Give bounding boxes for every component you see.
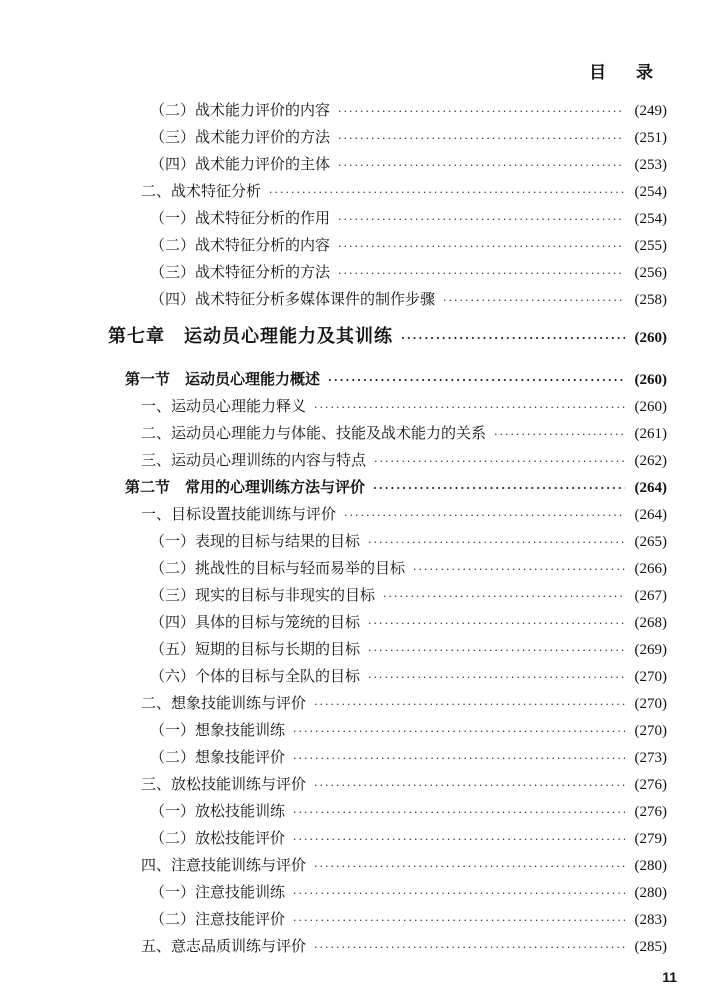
dot-leader <box>269 183 624 203</box>
toc-entry[interactable] <box>150 909 667 931</box>
toc-entry-page: (260) <box>634 330 667 346</box>
toc-entry[interactable] <box>150 558 667 580</box>
toc-entry[interactable] <box>150 208 667 230</box>
toc-entry-label: （三）现实的目标与非现实的目标 <box>150 586 376 604</box>
toc-entry[interactable] <box>150 289 667 311</box>
toc-entry-page: (280) <box>634 885 667 901</box>
dot-leader <box>314 938 624 958</box>
toc-entry-page: (276) <box>634 804 667 820</box>
dot-leader <box>338 102 624 122</box>
toc-entry-label: （三）战术特征分析的方法 <box>150 263 331 281</box>
toc-entry-page: (285) <box>634 939 667 955</box>
dot-leader <box>368 533 624 553</box>
toc-entry-label: （四）战术能力评价的主体 <box>150 155 331 173</box>
dot-leader <box>338 237 624 257</box>
toc-entry[interactable] <box>141 423 667 445</box>
dot-leader <box>293 749 624 769</box>
dot-leader <box>293 803 624 823</box>
toc-entry-label: 四、注意技能训练与评价 <box>141 856 307 874</box>
toc-entry-page: (261) <box>634 426 667 442</box>
toc-entry-label: （一）放松技能训练 <box>150 802 286 820</box>
dot-leader <box>293 722 624 742</box>
dot-leader <box>338 156 624 176</box>
toc-entry-page: (269) <box>634 642 667 658</box>
dot-leader <box>413 560 624 580</box>
toc-entry-label: （二）战术能力评价的内容 <box>150 101 331 119</box>
toc-entry-page: (266) <box>634 561 667 577</box>
toc-entry[interactable] <box>141 450 667 472</box>
toc-entry-label: 二、战术特征分析 <box>141 182 262 200</box>
dot-leader <box>314 776 624 796</box>
toc-entry-page: (270) <box>634 669 667 685</box>
toc-entry[interactable] <box>141 774 667 796</box>
dot-leader <box>338 129 624 149</box>
toc-entry-label: （一）战术特征分析的作用 <box>150 209 331 227</box>
toc-entry[interactable] <box>150 235 667 257</box>
toc-entry-page: (276) <box>634 777 667 793</box>
toc-entry-page: (256) <box>634 265 667 281</box>
toc-entry-label: （六）个体的目标与全队的目标 <box>150 667 361 685</box>
dot-leader <box>293 911 624 931</box>
toc-entry-label: 一、目标设置技能训练与评价 <box>141 505 337 523</box>
toc-entry[interactable] <box>150 585 667 607</box>
toc-entry-label: （四）战术特征分析多媒体课件的制作步骤 <box>150 290 436 308</box>
toc-entry[interactable] <box>150 127 667 149</box>
toc-entry-label: 第七章 运动员心理能力及其训练 <box>108 326 393 347</box>
running-header: 目 录 <box>589 63 665 83</box>
toc-entry-page: (279) <box>634 831 667 847</box>
dot-leader <box>443 291 624 311</box>
dot-leader <box>368 614 624 634</box>
toc-entry-page: (270) <box>634 696 667 712</box>
toc-entry-page: (260) <box>634 372 667 388</box>
toc-entry-page: (264) <box>634 507 667 523</box>
toc-entry-page: (270) <box>634 723 667 739</box>
toc-section-entry[interactable] <box>125 477 667 499</box>
toc-entry-label: 二、运动员心理能力与体能、技能及战术能力的关系 <box>141 424 487 442</box>
toc-entry-page: (267) <box>634 588 667 604</box>
toc-entry-label: （二）战术特征分析的内容 <box>150 236 331 254</box>
toc-entry-label: 三、运动员心理训练的内容与特点 <box>141 451 367 469</box>
toc-entry[interactable] <box>141 693 667 715</box>
toc-entry-label: （五）短期的目标与长期的目标 <box>150 640 361 658</box>
toc-entry-page: (280) <box>634 858 667 874</box>
toc-entry-label: 一、运动员心理能力释义 <box>141 397 307 415</box>
toc-entry-page: (283) <box>634 912 667 928</box>
toc-entry[interactable] <box>141 504 667 526</box>
toc-entry-page: (251) <box>634 130 667 146</box>
toc-entry-page: (253) <box>634 157 667 173</box>
toc-entry[interactable] <box>150 720 667 742</box>
toc-entry-label: （一）表现的目标与结果的目标 <box>150 532 361 550</box>
dot-leader <box>383 587 624 607</box>
toc-entry[interactable] <box>150 666 667 688</box>
toc-entry-page: (260) <box>634 399 667 415</box>
dot-leader <box>368 668 624 688</box>
dot-leader <box>344 506 624 526</box>
toc-entry-page: (255) <box>634 238 667 254</box>
dot-leader <box>401 329 625 349</box>
toc-chapter-entry[interactable] <box>108 327 667 349</box>
toc-entry-label: （二）放松技能评价 <box>150 829 286 847</box>
page-number: 11 <box>662 969 677 985</box>
toc-entry[interactable] <box>141 181 667 203</box>
toc-entry[interactable] <box>141 396 667 418</box>
toc-entry-label: 二、想象技能训练与评价 <box>141 694 307 712</box>
toc-entry-label: （一）注意技能训练 <box>150 883 286 901</box>
dot-leader <box>338 264 624 284</box>
toc-entry-label: （一）想象技能训练 <box>150 721 286 739</box>
toc-entry-label: （二）注意技能评价 <box>150 910 286 928</box>
toc-entry-page: (249) <box>634 103 667 119</box>
toc-entry[interactable] <box>141 936 667 958</box>
toc-entry[interactable] <box>150 531 667 553</box>
dot-leader <box>374 452 624 472</box>
toc-entry[interactable] <box>150 100 667 122</box>
toc-entry-label: （三）战术能力评价的方法 <box>150 128 331 146</box>
toc-entry-label: （二）挑战性的目标与轻而易举的目标 <box>150 559 406 577</box>
toc-entry[interactable] <box>141 855 667 877</box>
toc-entry-label: （四）具体的目标与笼统的目标 <box>150 613 361 631</box>
toc-entry[interactable] <box>150 262 667 284</box>
dot-leader <box>314 857 624 877</box>
toc-entry-page: (268) <box>634 615 667 631</box>
toc-entry-page: (258) <box>634 292 667 308</box>
toc-entry[interactable] <box>150 801 667 823</box>
dot-leader <box>293 884 624 904</box>
dot-leader <box>328 371 624 391</box>
dot-leader <box>338 210 624 230</box>
toc-entry[interactable] <box>150 882 667 904</box>
toc-entry[interactable] <box>150 639 667 661</box>
dot-leader <box>368 641 624 661</box>
toc-entry-page: (265) <box>634 534 667 550</box>
toc-entry[interactable] <box>150 612 667 634</box>
toc-entry[interactable] <box>150 747 667 769</box>
toc-entry-label: 五、意志品质训练与评价 <box>141 937 307 955</box>
dot-leader <box>314 398 624 418</box>
dot-leader <box>494 425 624 445</box>
dot-leader <box>293 830 624 850</box>
toc-entry[interactable] <box>150 154 667 176</box>
toc-entry-page: (273) <box>634 750 667 766</box>
toc-entry-page: (264) <box>634 480 667 496</box>
toc-entry-page: (254) <box>634 211 667 227</box>
toc-entry-label: （二）想象技能评价 <box>150 748 286 766</box>
toc-entry-label: 三、放松技能训练与评价 <box>141 775 307 793</box>
dot-leader <box>373 479 624 499</box>
toc-section-entry[interactable] <box>125 369 667 391</box>
toc-entry-page: (262) <box>634 453 667 469</box>
toc-entry-page: (254) <box>634 184 667 200</box>
toc-entry[interactable] <box>150 828 667 850</box>
toc-entry-label: 第一节 运动员心理能力概述 <box>125 370 321 388</box>
toc-entry-label: 第二节 常用的心理训练方法与评价 <box>125 478 366 496</box>
dot-leader <box>314 695 624 715</box>
